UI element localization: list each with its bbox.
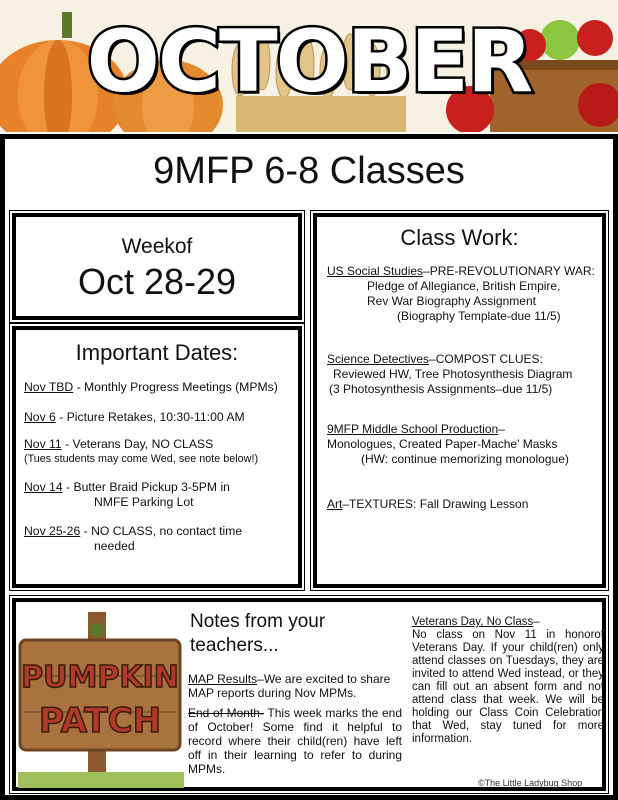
sign-text-pumpkin: PUMPKIN [21,660,179,695]
subject-heading: –COMPOST CLUES: [429,352,543,366]
veterans-day-dash: – [533,616,540,628]
notes-column-right [412,616,604,746]
subject-label: US Social Studies [327,264,424,278]
notes-title: Notes from your teachers... [190,611,326,656]
subject-heading: –PRE-REVOLUTIONARY WAR: [423,264,595,278]
sign-text-patch: PATCH [38,701,162,741]
work-line: Pledge of Allegiance, British Empire, [367,279,561,293]
notes-column-left [188,672,402,776]
date-text: - Veterans Day, NO CLASS [61,437,214,451]
date-label: Nov 11 [24,437,62,451]
veterans-day-label: Veterans Day, No Class [412,616,534,628]
work-line: Rev War Biography Assignment [367,294,536,308]
class-work-box [313,213,606,588]
map-results-label: MAP Results [188,672,258,686]
subject-label: 9MFP Middle School Production [327,422,499,436]
date-label: Nov TBD [24,380,74,394]
notes-box [12,598,606,791]
copyright: ©The Little Ladybug Shop [478,778,583,788]
map-results-text-2: MAP reports during Nov MPMs. [188,686,357,700]
work-line: Reviewed HW, Tree Photosynthesis Diagram [333,367,573,381]
end-of-month-label: End of Month- [188,706,264,720]
list-item [327,497,603,512]
important-dates-box [12,326,302,588]
work-line: (Biography Template-due 11/5) [397,309,561,323]
subject-heading: – [498,422,505,436]
important-dates-title: Important Dates: [75,340,239,365]
list-item [327,422,603,467]
subject-heading: –TEXTURES: Fall Drawing Lesson [342,497,529,511]
subject-label: Science Detectives [327,352,430,366]
banner-title: OCTOBER [86,12,532,112]
class-work-title: Class Work: [400,225,519,250]
list-item [24,480,300,510]
list-item [24,410,300,425]
list-item [24,380,300,395]
page-title: 9MFP 6-8 Classes [153,150,465,192]
date-label: Nov 6 [24,410,56,424]
date-note: (Tues students may come Wed, see note below!) [24,453,259,465]
date-text: - Monthly Progress Meetings (MPMs) [73,380,278,394]
date-note: NMFE Parking Lot [94,495,194,509]
list-item [327,264,603,324]
week-dates: Oct 28-29 [77,261,237,302]
work-line: Monologues, Created Paper-Mache' Masks [327,437,558,451]
date-note: needed [94,539,135,553]
list-item [24,437,300,467]
date-label: Nov 14 [24,480,63,494]
work-line: (HW: continue memorizing monologue) [361,452,569,466]
veterans-day-text: No class on Nov 11 in honorof Veterans Day. If your child(ren) only attend classes on Tuesdays, they are invited to attend Wed instead, or they can fill out an absent form and not attend class that week. We will be holding our Class Coin Celebration that Wed, stay tuned for more information. [412,629,604,745]
end-of-month-text: This week marks the end of October! Some find it helpful to record where their child(ren) have left off in their learning to refer to during MPMs. [188,706,402,776]
date-label: Nov 25-26 [24,524,81,538]
week-box [12,213,302,320]
week-label: Weekof [121,235,193,258]
october-banner [0,0,618,132]
pumpkin-patch-sign-icon [18,612,184,788]
work-line: (3 Photosynthesis Assignments–due 11/5) [329,382,553,396]
list-item [327,352,603,397]
date-text: - Butter Braid Pickup 3-5PM in [62,480,230,494]
date-text: - Picture Retakes, 10:30-11:00 AM [55,410,245,424]
subject-label: Art [327,497,343,511]
list-item [24,524,300,554]
date-text: - NO CLASS, no contact time [80,524,243,538]
map-results-text: –We are excited to share [257,672,391,686]
